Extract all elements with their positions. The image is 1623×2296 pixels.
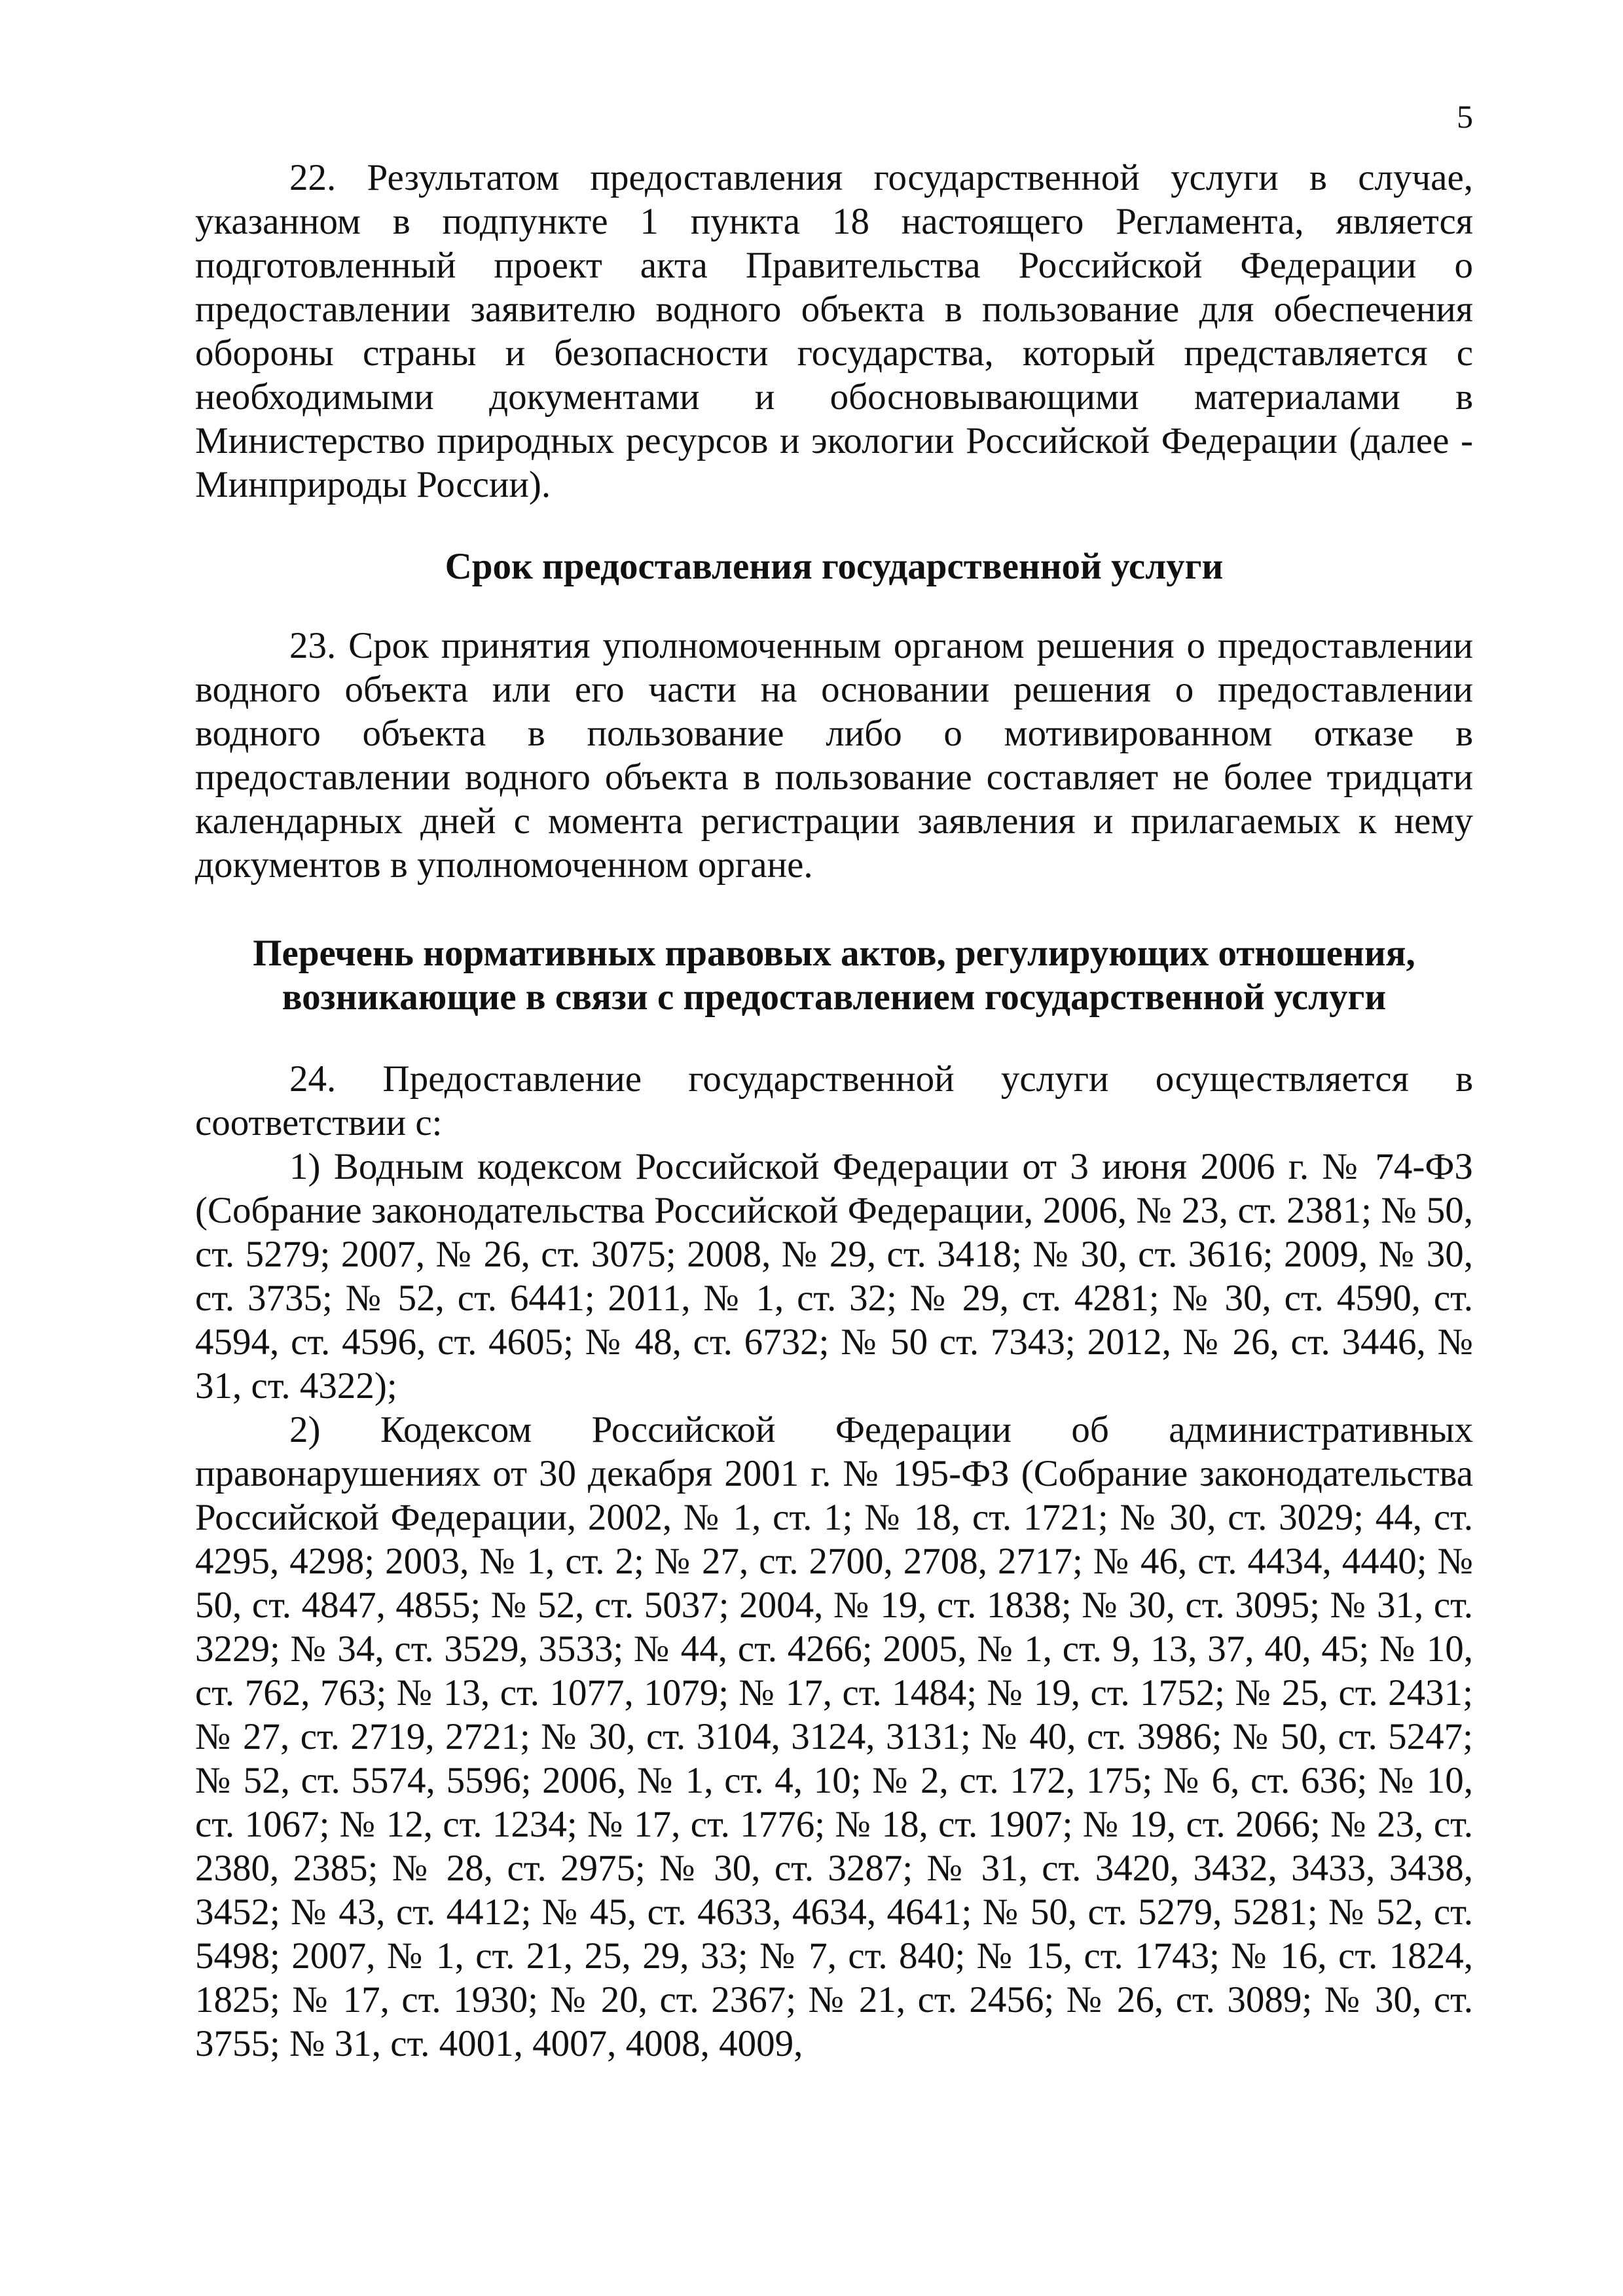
paragraph-24-item-2: 2) Кодексом Российской Федерации об административных правонарушениях от 30 декабря 2001 г. № 195-ФЗ (Собрание законодательства Российской Федерации, 2002, № 1, ст. 1; № 18, ст. 1721; № 30, ст. 3029; 44, ст. 4295, 4298; 2003, № 1, ст. 2; № 27, ст. 2700, 2708, 2717; № 46, ст. 4434, 4440; № 50, ст. 4847, 4855; № 52, ст. 5037; 2004, № 19, ст. 1838; № 30, ст. 3095; № 31, ст. 3229; № 34, ст. 3529, 3533; № 44, ст. 4266; 2005, № 1, ст. 9, 13, 37, 40, 45; № 10, ст. 762, 763; № 13, ст. 1077, 1079; № 17, ст. 1484; № 19, ст. 1752; № 25, ст. 2431; № 27, ст. 2719, 2721; № 30, ст. 3104, 3124, 3131; № 40, ст. 3986; № 50, ст. 5247; № 52, ст. 5574, 5596; 2006, № 1, ст. 4, 10; № 2, ст. 172, 175; № 6, ст. 636; № 10, ст. 1067; № 12, ст. 1234; № 17, ст. 1776; № 18, ст. 1907; № 19, ст. 2066; № 23, ст. 2380, 2385; № 28, ст. 2975; № 30, ст. 3287; № 31, ст. 3420, 3432, 3433, 3438, 3452; № 43, ст. 4412; № 45, ст. 4633, 4634, 4641; № 50, ст. 5279, 5281; № 52, ст. 5498; 2007, № 1, ст. 21, 25, 29, 33; № 7, ст. 840; № 15, ст. 1743; № 16, ст. 1824, 1825; № 17, ст. 1930; № 20, ст. 2367; № 21, ст. 2456; № 26, ст. 3089; № 30, ст. 3755; № 31, ст. 4001, 4007, 4008, 4009, xyxy=(195,1409,1473,2064)
page-number: 5 xyxy=(1457,98,1473,135)
section-heading-legal-acts: Перечень нормативных правовых актов, регулирующих отношения, возникающие в связи с предоставлением государственной услуги xyxy=(253,933,1415,1018)
paragraph-24-intro: 24. Предоставление государственной услуги осуществляется в соответствии с: xyxy=(195,1058,1473,1143)
paragraph-24-item-1: 1) Водным кодексом Российской Федерации от 3 июня 2006 г. № 74-ФЗ (Собрание законодательства Российской Федерации, 2006, № 23, ст. 2381; № 50, ст. 5279; 2007, № 26, ст. 3075; 2008, № 29, ст. 3418; № 30, ст. 3616; 2009, № 30, ст. 3735; № 52, ст. 6441; 2011, № 1, ст. 32; № 29, ст. 4281; № 30, ст. 4590, ст. 4594, ст. 4596, ст. 4605; № 48, ст. 6732; № 50 ст. 7343; 2012, № 26, ст. 3446, № 31, ст. 4322); xyxy=(195,1146,1473,1407)
section-heading-term: Срок предоставления государственной услуги xyxy=(445,546,1224,587)
document-body xyxy=(195,156,1473,2066)
paragraph-22: 22. Результатом предоставления государственной услуги в случае, указанном в подпункте 1 пункта 18 настоящего Регламента, является подготовленный проект акта Правительства Российской Федерации о предоставлении заявителю водного объекта в пользование для обеспечения обороны страны и безопасности государства, который представляется с необходимыми документами и обосновывающими материалами в Министерство природных ресурсов и экологии Российской Федерации (далее - Минприроды России). xyxy=(195,157,1473,505)
paragraph-23: 23. Срок принятия уполномоченным органом решения о предоставлении водного объекта или его части на основании решения о предоставлении водного объекта в пользование либо о мотивированном отказе в предоставлении водного объекта в пользование составляет не более тридцати календарных дней с момента регистрации заявления и прилагаемых к нему документов в уполномоченном органе. xyxy=(195,625,1473,886)
